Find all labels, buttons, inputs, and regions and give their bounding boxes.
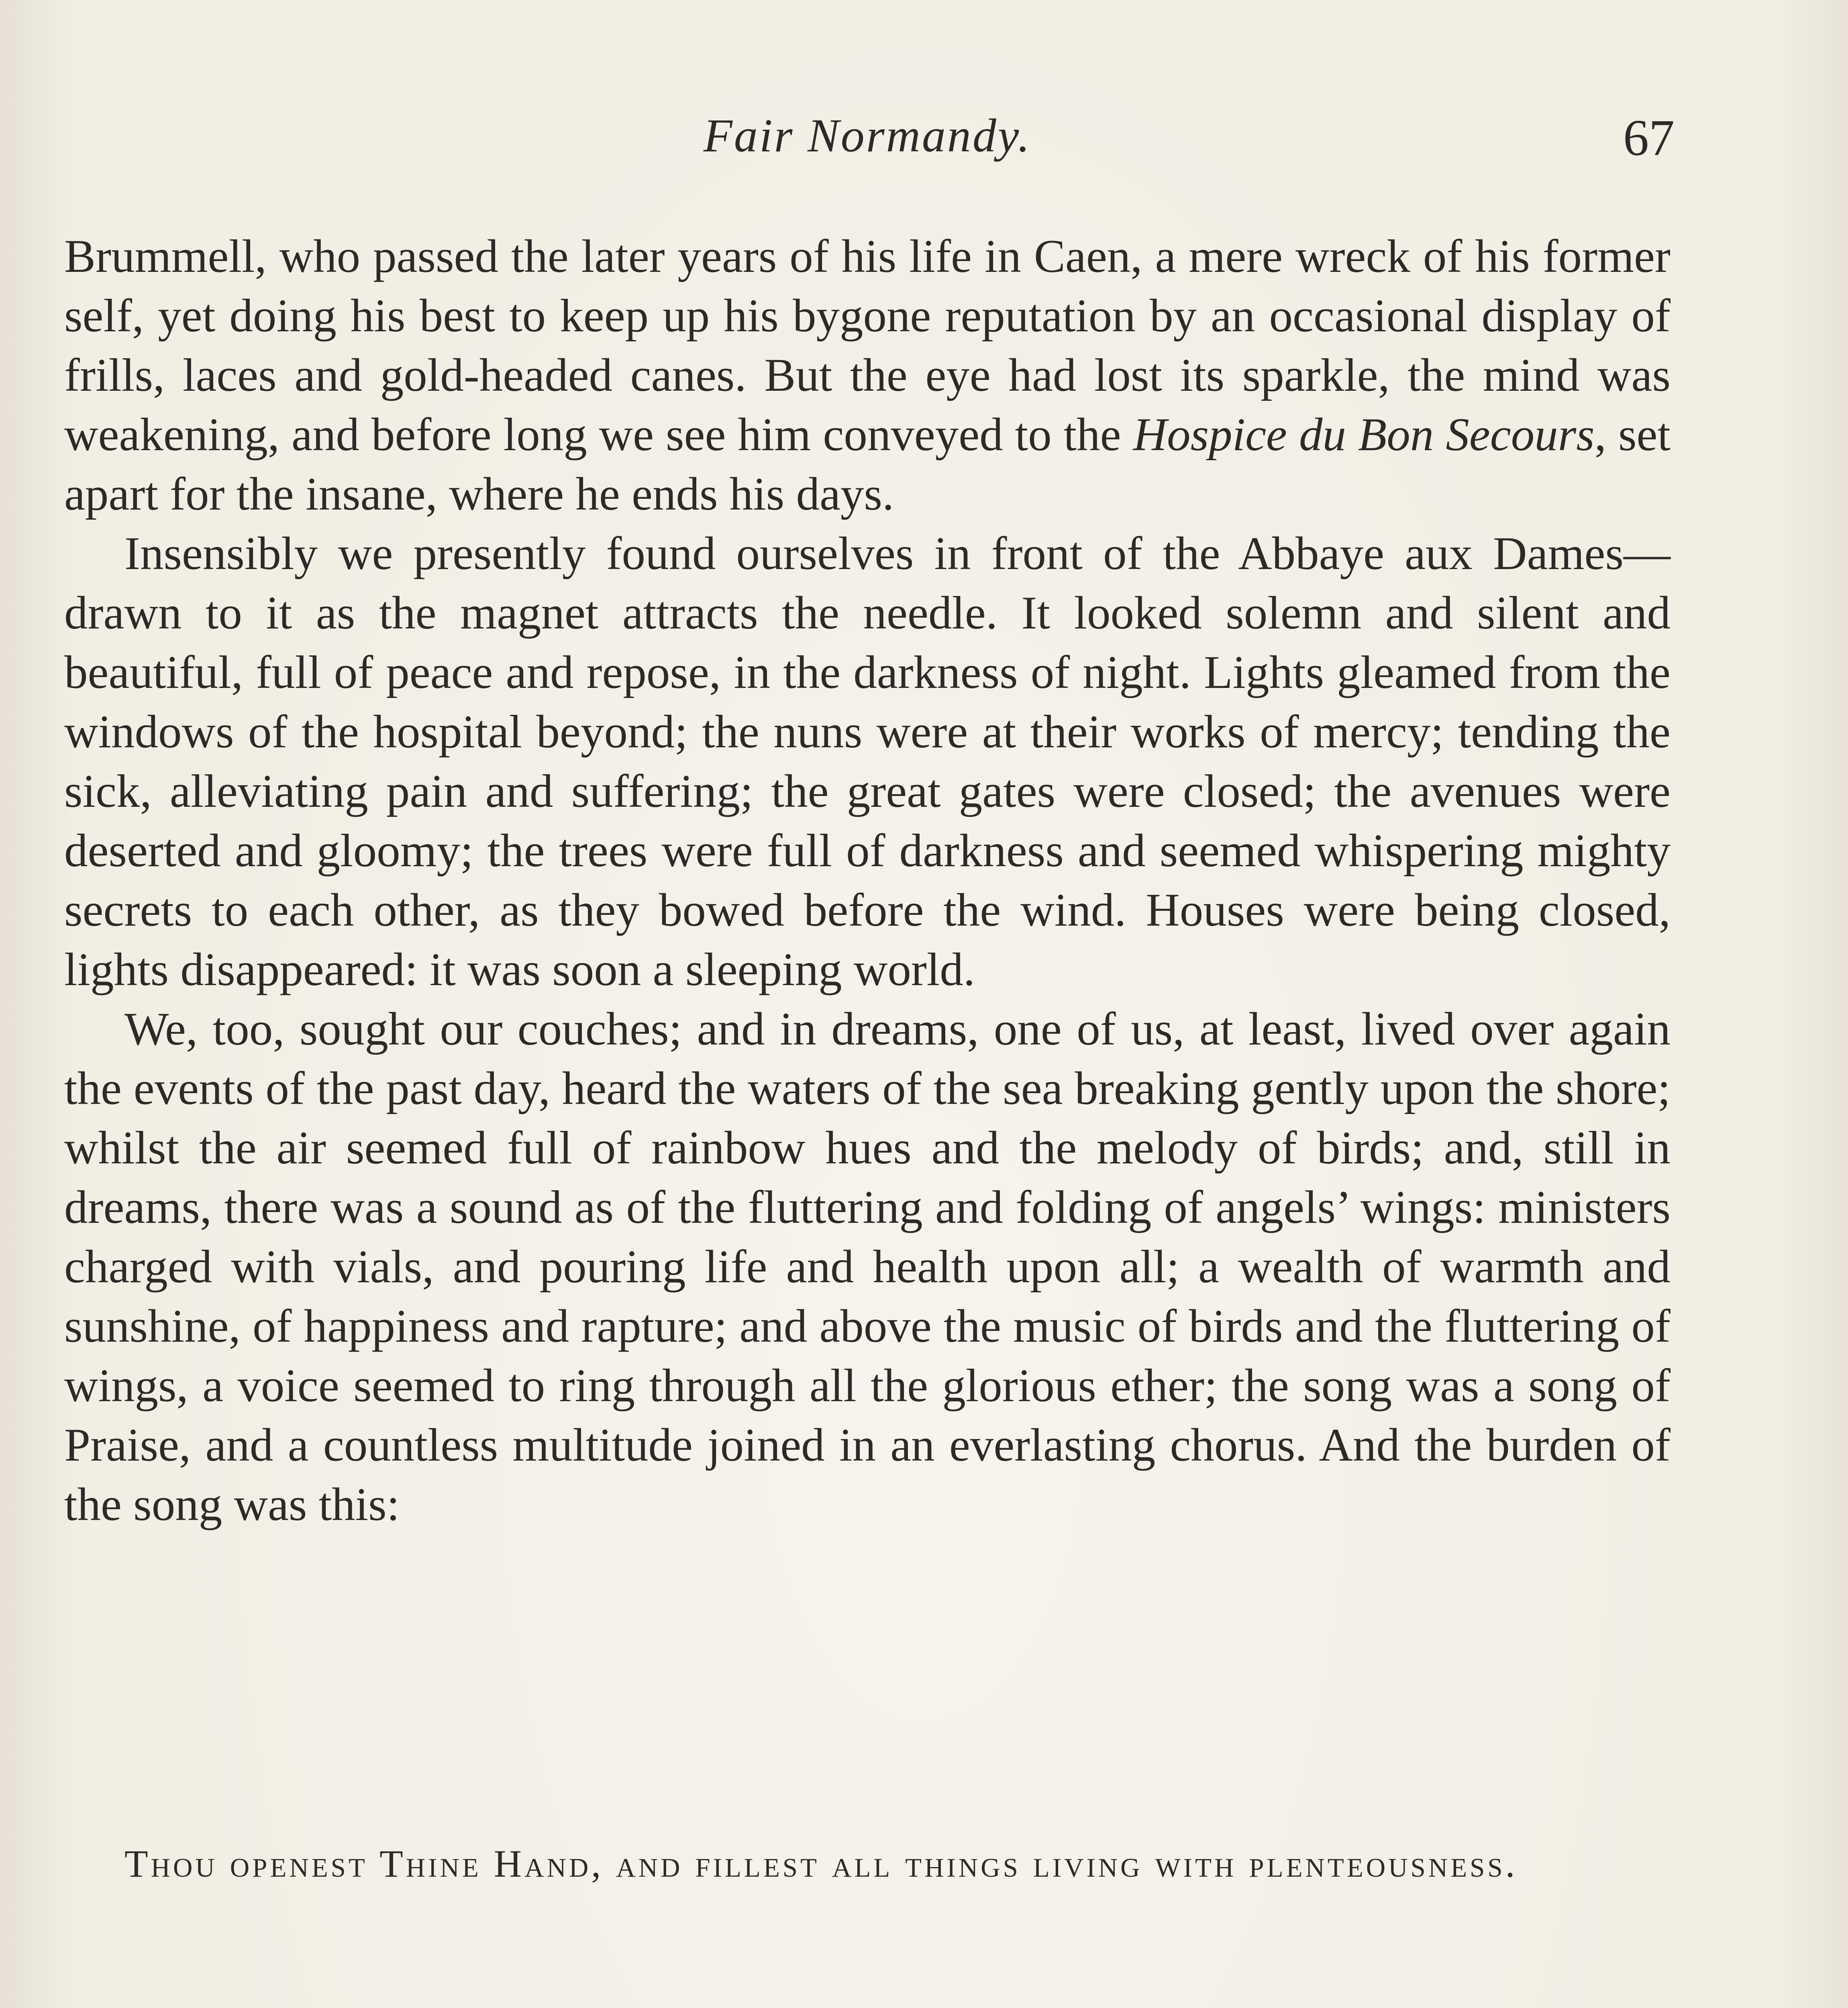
paragraph-1-text: Brummell, who passed the later years of his life in Caen, a mere wreck of his former self, yet doing his best to keep up his bygone reputation by an occasional display of frills, laces and gold-headed canes. But the eye had lost its sparkle, the mind was weakening, and before long we see him conveyed to the [64,231,1671,461]
paragraph-1-text-end: , set apart for the insane, where he ends his days. [64,409,1671,520]
italic-place-name: Hospice du Bon Secours [1133,409,1595,461]
paragraph-2: Insensibly we presently found ourselves in front of the Abbaye aux Dames—drawn to it as the magnet attracts the needle. It looked solemn and silent and beautiful, full of peace and repose, in the darkness of night. Lights gleamed from the windows of the hospital beyond; the nuns were at their works of mercy; tending the sick, alleviating pain and suffering; the great gates were closed; the avenues were deserted and gloomy; the trees were full of darkness and seemed whispering mighty secrets to each other, as they bowed before the wind. Houses were being closed, lights disappeared: it was soon a sleeping world. [64,528,1671,996]
paragraph-1 [64,227,1671,524]
page-number: 67 [1623,109,1675,166]
body-text [64,227,1671,1535]
running-title: Fair Normandy. [703,109,1032,162]
scripture-verse: Thou openest Thine Hand, and fillest all things living with plenteousness. [124,1842,1518,1885]
page-header [64,108,1675,173]
paragraph-3: We, too, sought our couches; and in dreams, one of us, at least, lived over again the events of the past day, heard the waters of the sea breaking gently upon the shore; whilst the air seemed full of rainbow hues and the melody of birds; and, still in dreams, there was a sound as of the fluttering and folding of angels’ wings: ministers charged with vials, and pouring life and health upon all; a wealth of warmth and sunshine, of happiness and rapture; and above the music of birds and the fluttering of wings, a voice seemed to ring through all the glorious ether; the song was a song of Praise, and a countless multitude joined in an everlasting chorus. And the burden of the song was this: [64,1003,1671,1530]
